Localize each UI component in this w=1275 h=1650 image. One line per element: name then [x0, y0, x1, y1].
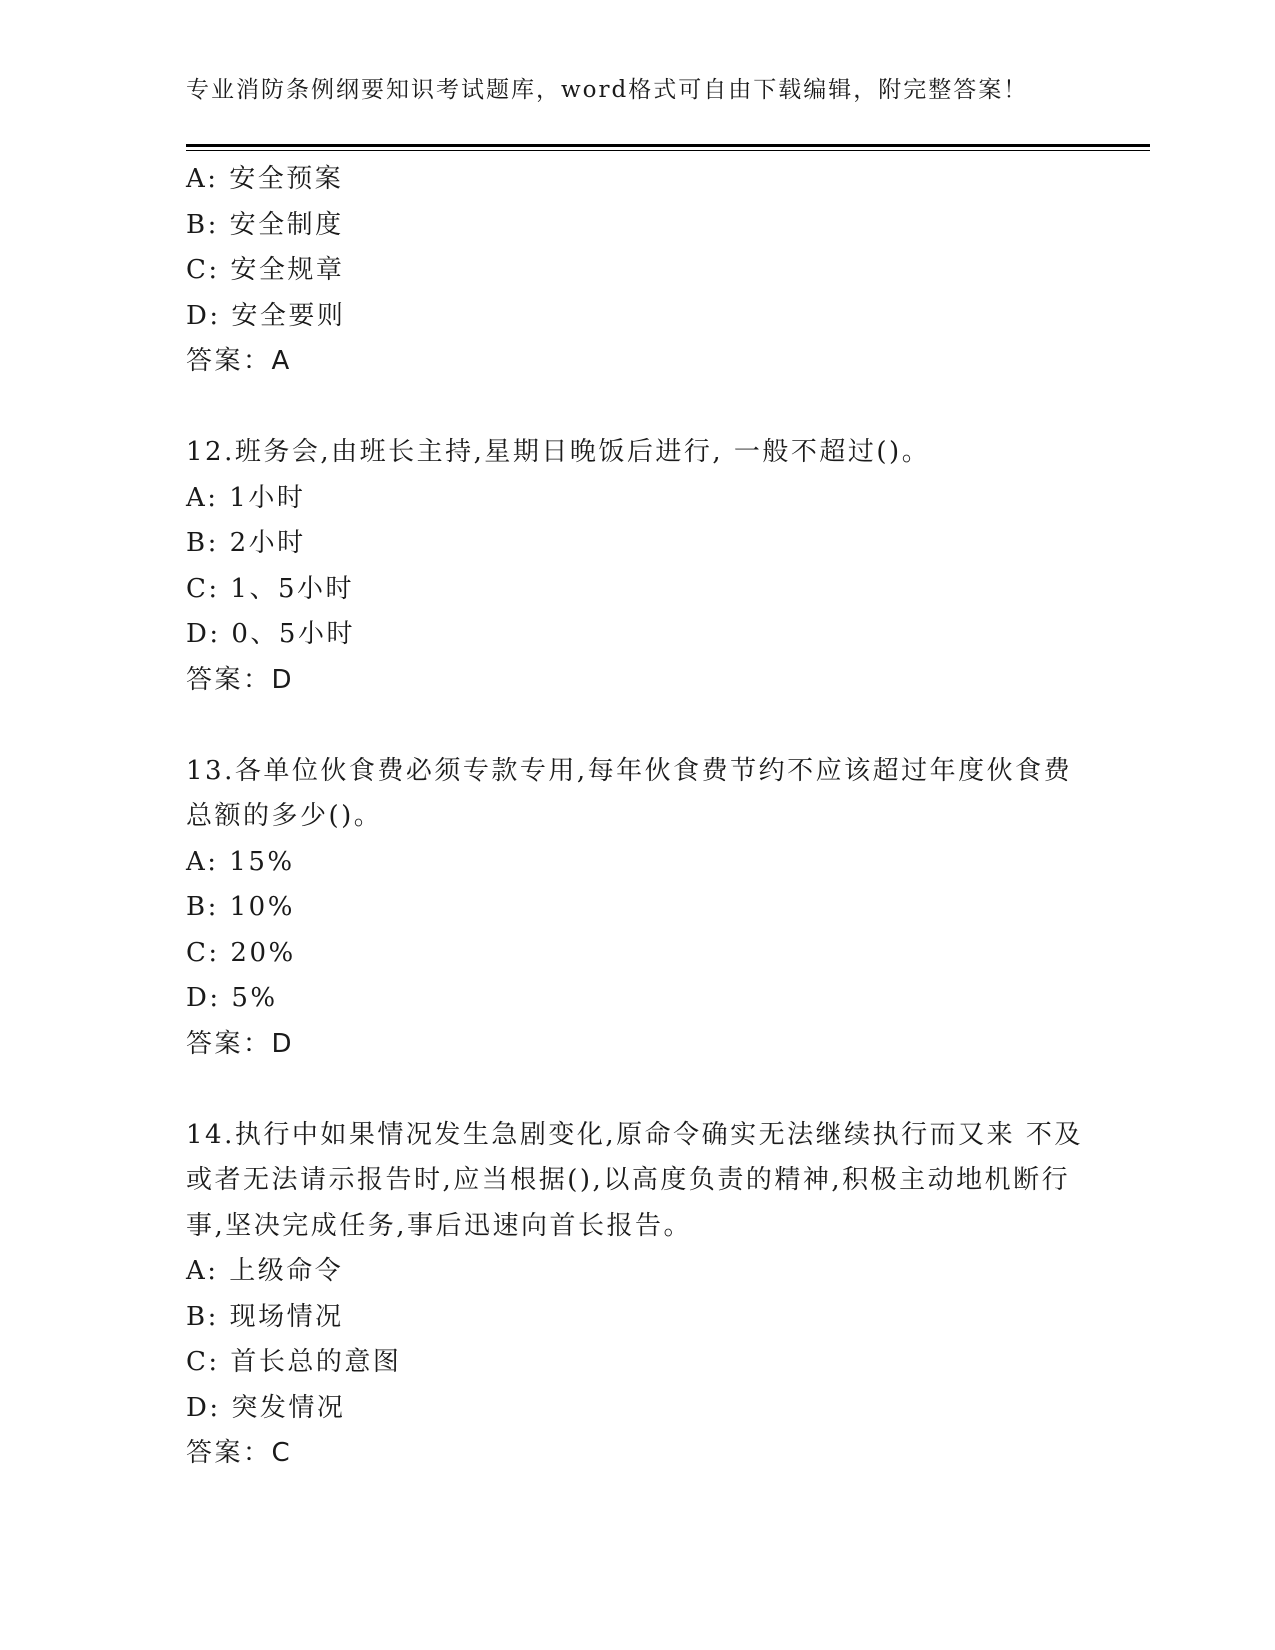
option-d: D: 突发情况: [186, 1392, 346, 1423]
question-block: [186, 749, 1086, 1068]
header-divider-thin: [186, 150, 1150, 151]
option-b: B: 现场情况: [186, 1301, 344, 1332]
question-text: 14.执行中如果情况发生急剧变化,原命令确实无法继续执行而又来 不及或者无法请示报告时,应当根据(),以高度负责的精神,积极主动地机断行事,坚决完成任务,事后迅速向首长报告。: [186, 1119, 1083, 1241]
option-d: D: 安全要则: [186, 300, 346, 331]
question-block: [186, 430, 1086, 703]
option-d: D: 5%: [186, 983, 278, 1013]
answer: 答案：D: [186, 664, 295, 695]
option-b: B: 安全制度: [186, 209, 344, 240]
answer: 答案：D: [186, 1028, 295, 1059]
question-block: [186, 1113, 1086, 1477]
question-text: 12.班务会,由班长主持,星期日晚饭后进行, 一般不超过()。: [186, 437, 931, 467]
option-b: B: 2小时: [186, 528, 306, 558]
question-list: [186, 157, 1086, 1477]
question-text: 13.各单位伙食费必须专款专用,每年伙食费节约不应该超过年度伙食费总额的多少()。: [186, 755, 1073, 831]
header-divider: [186, 144, 1150, 147]
option-c: C: 1、5小时: [186, 573, 355, 604]
option-c: C: 20%: [186, 937, 296, 968]
option-b: B: 10%: [186, 892, 295, 922]
option-c: C: 安全规章: [186, 255, 345, 285]
question-block: [186, 157, 1086, 385]
answer: 答案：A: [186, 346, 292, 376]
option-c: C: 首长总的意图: [186, 1347, 402, 1377]
option-a: A: 上级命令: [186, 1256, 344, 1286]
option-d: D: 0、5小时: [186, 619, 355, 649]
option-a: A: 15%: [186, 846, 295, 877]
answer: 答案：C: [186, 1438, 293, 1468]
option-a: A: 安全预案: [186, 164, 344, 194]
option-a: A: 1小时: [186, 482, 306, 513]
page-header: 专业消防条例纲要知识考试题库，word格式可自由下载编辑，附完整答案！: [186, 77, 1029, 103]
